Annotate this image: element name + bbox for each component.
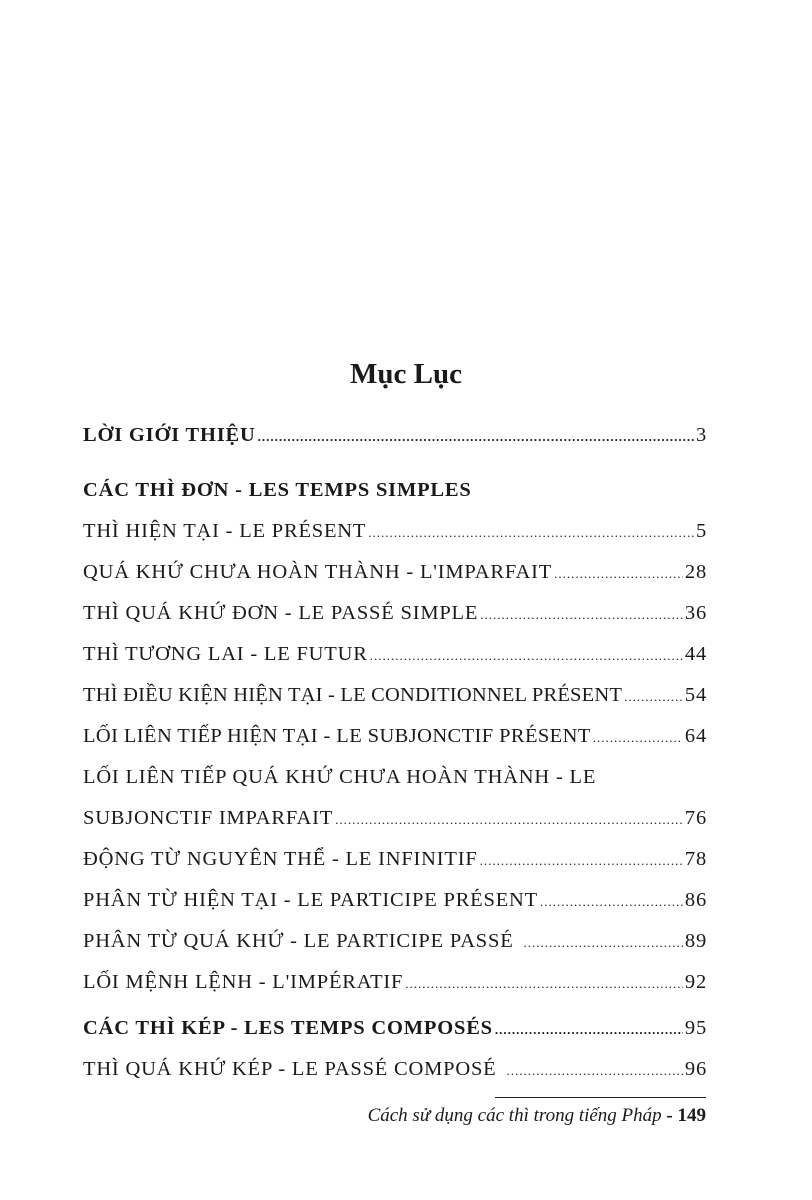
toc-label: THÌ ĐIỀU KIỆN HIỆN TẠI - LE CONDITIONNEL PRÉSENT — [83, 684, 623, 706]
toc-page: 64 — [684, 725, 707, 747]
toc-label: QUÁ KHỨ CHƯA HOÀN THÀNH - L'IMPARFAIT — [83, 561, 553, 583]
toc-entry[interactable] — [83, 684, 707, 707]
section-heading: CÁC THÌ ĐƠN - LES TEMPS SIMPLES — [83, 479, 472, 501]
toc-entry[interactable] — [83, 848, 707, 871]
leader-dots — [495, 1022, 683, 1038]
leader-dots — [540, 894, 683, 910]
leader-dots — [624, 689, 683, 705]
toc-entry[interactable] — [83, 561, 707, 584]
toc-entry[interactable] — [83, 971, 707, 994]
leader-dots — [506, 1063, 682, 1079]
toc-page: 44 — [684, 643, 707, 665]
leader-dots — [524, 935, 683, 951]
toc-label: THÌ QUÁ KHỨ KÉP - LE PASSÉ COMPOSÉ — [83, 1058, 497, 1080]
toc-entry[interactable] — [83, 1058, 707, 1081]
toc-entry[interactable] — [83, 930, 707, 953]
toc-label: SUBJONCTIF IMPARFAIT — [83, 807, 334, 829]
toc-page: 95 — [684, 1017, 707, 1039]
leader-dots — [370, 648, 683, 664]
toc-label: ĐỘNG TỪ NGUYÊN THỂ - LE INFINITIF — [83, 848, 478, 870]
page-title: Mục Lục — [350, 358, 462, 390]
toc-page: 3 — [695, 424, 707, 446]
toc-page: 5 — [695, 520, 707, 542]
toc-entry[interactable] — [83, 520, 707, 543]
toc-label-line1: LỐI LIÊN TIẾP QUÁ KHỨ CHƯA HOÀN THÀNH - LE — [83, 766, 597, 788]
toc-page: 54 — [684, 684, 707, 706]
leader-dots — [258, 429, 694, 445]
toc-entry[interactable] — [83, 643, 707, 666]
toc-page: 86 — [684, 889, 707, 911]
toc-page: 92 — [684, 971, 707, 993]
toc-label: THÌ TƯƠNG LAI - LE FUTUR — [83, 643, 368, 665]
leader-dots — [593, 730, 683, 746]
leader-dots — [368, 525, 694, 541]
toc-label: PHÂN TỪ HIỆN TẠI - LE PARTICIPE PRÉSENT — [83, 889, 538, 911]
toc-page: 76 — [684, 807, 707, 829]
toc-label: THÌ QUÁ KHỨ ĐƠN - LE PASSÉ SIMPLE — [83, 602, 479, 624]
toc-label: LỐI MỆNH LỆNH - L'IMPÉRATIF — [83, 971, 404, 993]
leader-dots — [480, 853, 683, 869]
toc-page: 89 — [684, 930, 707, 952]
toc-page: 78 — [684, 848, 707, 870]
toc-page: 36 — [684, 602, 707, 624]
footer-separator: - — [661, 1105, 678, 1126]
toc-label: PHÂN TỪ QUÁ KHỨ - LE PARTICIPE PASSÉ — [83, 930, 514, 952]
page-number: 149 — [677, 1105, 706, 1126]
section-heading: CÁC THÌ KÉP - LES TEMPS COMPOSÉS — [83, 1017, 493, 1039]
toc-entry-intro[interactable] — [83, 424, 707, 447]
toc-label: LỜI GIỚI THIỆU — [83, 424, 256, 446]
leader-dots — [335, 812, 683, 828]
book-title: Cách sử dụng các thì trong tiếng Pháp — [367, 1105, 662, 1126]
leader-dots — [554, 566, 683, 582]
footer-rule — [495, 1097, 706, 1098]
leader-dots — [405, 976, 683, 992]
leader-dots — [480, 607, 683, 623]
toc-page: 96 — [684, 1058, 707, 1080]
toc-entry[interactable] — [83, 602, 707, 625]
running-footer — [368, 1105, 706, 1127]
toc-entry[interactable] — [83, 889, 707, 912]
toc-entry[interactable] — [83, 807, 707, 830]
toc-page: 28 — [684, 561, 707, 583]
toc-label: LỐI LIÊN TIẾP HIỆN TẠI - LE SUBJONCTIF PRÉSENT — [83, 725, 591, 747]
toc-section-entry[interactable] — [83, 1017, 707, 1040]
toc-label: THÌ HIỆN TẠI - LE PRÉSENT — [83, 520, 367, 542]
toc-entry[interactable] — [83, 725, 707, 748]
